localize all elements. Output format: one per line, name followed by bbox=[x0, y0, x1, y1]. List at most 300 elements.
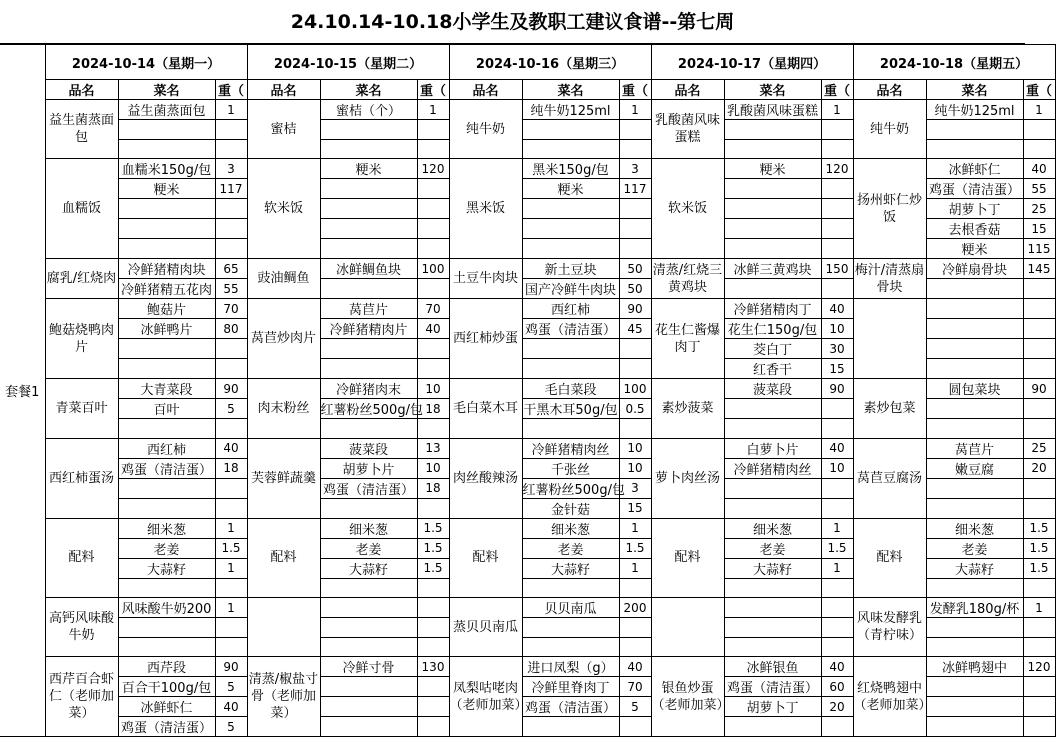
ingredient-header: 菜名 bbox=[724, 80, 821, 100]
weight-cell bbox=[1023, 677, 1055, 697]
weight-cell bbox=[417, 697, 449, 717]
ingredient-cell bbox=[724, 598, 821, 618]
ingredient-cell bbox=[724, 717, 821, 737]
weight-cell bbox=[1023, 279, 1055, 299]
ingredient-cell bbox=[926, 339, 1023, 359]
weight-cell: 10 bbox=[619, 438, 651, 458]
weight-cell bbox=[821, 239, 853, 259]
weight-cell: 65 bbox=[215, 259, 247, 279]
day-date: 2024-10-16（星期三） bbox=[449, 45, 651, 80]
ingredient-cell bbox=[118, 219, 215, 239]
ingredient-cell: 红香干 bbox=[724, 359, 821, 379]
ingredient-cell: 老姜 bbox=[522, 538, 619, 558]
dish-name: 花生仁酱爆肉丁 bbox=[651, 299, 724, 379]
ingredient-cell: 冷鲜里脊肉丁 bbox=[522, 677, 619, 697]
weight-cell: 40 bbox=[417, 319, 449, 339]
ingredient-cell: 冷鲜猪精五花肉 bbox=[118, 279, 215, 299]
weight-cell: 5 bbox=[215, 677, 247, 697]
dish-header: 品名 bbox=[45, 80, 118, 100]
ingredient-cell: 国产冷鲜牛肉块 bbox=[522, 279, 619, 299]
ingredient-cell: 新土豆块 bbox=[522, 259, 619, 279]
weight-cell: 25 bbox=[1023, 199, 1055, 219]
dish-name: 乳酸菌风味蛋糕 bbox=[651, 100, 724, 159]
ingredient-cell bbox=[118, 359, 215, 379]
ingredient-cell: 粳米 bbox=[724, 159, 821, 179]
ingredient-cell: 老姜 bbox=[724, 538, 821, 558]
weight-cell bbox=[417, 717, 449, 737]
ingredient-cell: 干黑木耳50g/包 bbox=[522, 399, 619, 419]
weight-cell: 1.5 bbox=[619, 538, 651, 558]
ingredient-cell: 西红柿 bbox=[118, 438, 215, 458]
ingredient-cell bbox=[926, 399, 1023, 419]
weight-cell: 5 bbox=[215, 717, 247, 737]
weight-cell: 1 bbox=[215, 598, 247, 618]
weight-cell bbox=[821, 419, 853, 439]
weight-cell: 117 bbox=[619, 179, 651, 199]
weight-cell bbox=[1023, 359, 1055, 379]
weight-cell: 50 bbox=[619, 259, 651, 279]
dish-name: 蜜桔 bbox=[247, 100, 320, 159]
ingredient-cell bbox=[118, 419, 215, 439]
weight-cell: 100 bbox=[417, 259, 449, 279]
ingredient-cell bbox=[724, 120, 821, 140]
dish-name: 豉油鲷鱼 bbox=[247, 259, 320, 299]
ingredient-cell bbox=[926, 618, 1023, 638]
ingredient-cell bbox=[926, 677, 1023, 697]
weight-cell: 1 bbox=[821, 100, 853, 120]
weight-cell bbox=[1023, 120, 1055, 140]
ingredient-cell: 鸡蛋（清洁蛋） bbox=[926, 179, 1023, 199]
ingredient-cell: 纯牛奶125ml bbox=[522, 100, 619, 120]
dish-name: 毛白菜木耳 bbox=[449, 379, 522, 439]
weight-cell: 40 bbox=[619, 657, 651, 677]
weight-cell: 1.5 bbox=[821, 538, 853, 558]
weight-cell bbox=[619, 120, 651, 140]
ingredient-cell bbox=[724, 498, 821, 518]
dish-header: 品名 bbox=[449, 80, 522, 100]
ingredient-cell: 粳米 bbox=[926, 239, 1023, 259]
weight-cell: 1.5 bbox=[1023, 538, 1055, 558]
weight-cell: 18 bbox=[417, 399, 449, 419]
weight-cell bbox=[821, 199, 853, 219]
ingredient-cell: 大蒜籽 bbox=[522, 558, 619, 578]
ingredient-cell bbox=[320, 339, 417, 359]
weight-cell bbox=[821, 219, 853, 239]
ingredient-cell: 莴苣片 bbox=[320, 299, 417, 319]
ingredient-cell bbox=[522, 717, 619, 737]
weight-cell bbox=[417, 239, 449, 259]
ingredient-cell bbox=[522, 139, 619, 159]
weight-cell: 1 bbox=[215, 518, 247, 538]
weight-cell bbox=[619, 419, 651, 439]
weight-cell bbox=[215, 339, 247, 359]
ingredient-cell: 细米葱 bbox=[522, 518, 619, 538]
weight-cell: 1.5 bbox=[417, 518, 449, 538]
weight-cell bbox=[215, 618, 247, 638]
ingredient-cell: 老姜 bbox=[926, 538, 1023, 558]
ingredient-cell: 菠菜段 bbox=[724, 379, 821, 399]
dish-name: 西红柿炒蛋 bbox=[449, 299, 522, 379]
ingredient-cell bbox=[118, 120, 215, 140]
ingredient-cell bbox=[926, 299, 1023, 319]
dish-name: 风味发酵乳（青柠味） bbox=[853, 598, 926, 657]
ingredient-cell: 大蒜籽 bbox=[926, 558, 1023, 578]
weight-cell bbox=[821, 637, 853, 657]
weight-cell bbox=[417, 219, 449, 239]
ingredient-cell: 胡萝卜片 bbox=[320, 458, 417, 478]
weight-cell: 18 bbox=[215, 458, 247, 478]
weight-cell: 90 bbox=[215, 657, 247, 677]
weight-header: 重（ bbox=[821, 80, 853, 100]
ingredient-cell: 花生仁150g/包 bbox=[724, 319, 821, 339]
set-label: 套餐1 bbox=[0, 45, 45, 737]
weight-cell bbox=[1023, 139, 1055, 159]
ingredient-cell: 冰鲜鲷鱼块 bbox=[320, 259, 417, 279]
ingredient-cell: 冷鲜猪精肉丝 bbox=[724, 458, 821, 478]
ingredient-cell: 血糯米150g/包 bbox=[118, 159, 215, 179]
weight-cell bbox=[821, 279, 853, 299]
ingredient-cell bbox=[926, 279, 1023, 299]
day-date: 2024-10-15（星期二） bbox=[247, 45, 449, 80]
ingredient-cell bbox=[118, 618, 215, 638]
ingredient-cell: 莴苣片 bbox=[926, 438, 1023, 458]
weight-cell: 40 bbox=[821, 438, 853, 458]
weight-cell: 90 bbox=[619, 299, 651, 319]
weight-cell: 1 bbox=[1023, 100, 1055, 120]
weight-cell: 90 bbox=[1023, 379, 1055, 399]
weight-cell bbox=[215, 120, 247, 140]
ingredient-cell bbox=[320, 717, 417, 737]
weight-cell: 0.5 bbox=[619, 399, 651, 419]
ingredient-cell: 红薯粉丝500g/包 bbox=[320, 399, 417, 419]
ingredient-cell: 胡萝卜丁 bbox=[724, 697, 821, 717]
ingredient-cell bbox=[118, 478, 215, 498]
ingredient-cell: 进口凤梨（g） bbox=[522, 657, 619, 677]
ingredient-cell bbox=[724, 478, 821, 498]
dish-name: 软米饭 bbox=[651, 159, 724, 259]
ingredient-cell: 细米葱 bbox=[724, 518, 821, 538]
dish-name: 配料 bbox=[45, 518, 118, 598]
weight-cell bbox=[619, 239, 651, 259]
weight-cell bbox=[821, 578, 853, 598]
weight-cell bbox=[1023, 498, 1055, 518]
ingredient-cell bbox=[118, 199, 215, 219]
ingredient-cell: 益生菌蒸面包 bbox=[118, 100, 215, 120]
weight-cell bbox=[215, 219, 247, 239]
dish-name: 青菜百叶 bbox=[45, 379, 118, 439]
weight-cell bbox=[417, 598, 449, 618]
ingredient-cell bbox=[724, 399, 821, 419]
weight-cell: 10 bbox=[417, 379, 449, 399]
weight-cell: 90 bbox=[821, 379, 853, 399]
dish-name bbox=[247, 598, 320, 657]
dish-name: 素炒包菜 bbox=[853, 379, 926, 439]
ingredient-cell bbox=[724, 419, 821, 439]
dish-name: 红烧鸭翅中（老师加菜） bbox=[853, 657, 926, 737]
dish-name: 肉末粉丝 bbox=[247, 379, 320, 439]
ingredient-cell: 白萝卜片 bbox=[724, 438, 821, 458]
dish-name: 芙蓉鲜蔬羹 bbox=[247, 438, 320, 518]
weight-cell bbox=[821, 399, 853, 419]
ingredient-cell: 菠菜段 bbox=[320, 438, 417, 458]
weight-cell bbox=[215, 637, 247, 657]
ingredient-cell: 粳米 bbox=[320, 159, 417, 179]
ingredient-header: 菜名 bbox=[926, 80, 1023, 100]
dish-name: 鲍菇烧鸭肉片 bbox=[45, 299, 118, 379]
ingredient-cell: 冰鲜银鱼 bbox=[724, 657, 821, 677]
weight-cell bbox=[1023, 637, 1055, 657]
dish-name: 软米饭 bbox=[247, 159, 320, 259]
ingredient-cell bbox=[926, 697, 1023, 717]
ingredient-cell: 红薯粉丝500g/包 bbox=[522, 478, 619, 498]
ingredient-cell bbox=[320, 697, 417, 717]
ingredient-cell: 鸡蛋（清洁蛋） bbox=[522, 319, 619, 339]
weight-header: 重（ bbox=[1023, 80, 1055, 100]
weight-cell bbox=[619, 618, 651, 638]
ingredient-cell bbox=[118, 637, 215, 657]
dish-name bbox=[853, 299, 926, 379]
weight-cell bbox=[417, 179, 449, 199]
weight-cell bbox=[417, 199, 449, 219]
ingredient-cell bbox=[320, 219, 417, 239]
weight-cell: 10 bbox=[821, 458, 853, 478]
weight-cell bbox=[619, 339, 651, 359]
ingredient-cell: 鸡蛋（清洁蛋） bbox=[724, 677, 821, 697]
ingredient-cell bbox=[724, 219, 821, 239]
ingredient-cell: 鲍菇片 bbox=[118, 299, 215, 319]
weight-cell: 10 bbox=[821, 319, 853, 339]
weight-cell: 70 bbox=[215, 299, 247, 319]
weight-cell: 1 bbox=[821, 518, 853, 538]
ingredient-cell bbox=[118, 498, 215, 518]
weight-cell bbox=[215, 578, 247, 598]
weight-cell: 1.5 bbox=[1023, 518, 1055, 538]
weight-cell bbox=[417, 279, 449, 299]
weight-cell bbox=[417, 637, 449, 657]
weight-cell: 1 bbox=[619, 518, 651, 538]
weight-cell: 1 bbox=[619, 100, 651, 120]
weight-cell: 40 bbox=[215, 438, 247, 458]
ingredient-cell: 大蒜籽 bbox=[320, 558, 417, 578]
ingredient-cell: 冷鲜寸骨 bbox=[320, 657, 417, 677]
weight-cell bbox=[619, 717, 651, 737]
dish-name: 血糯饭 bbox=[45, 159, 118, 259]
ingredient-cell bbox=[522, 199, 619, 219]
ingredient-cell: 鸡蛋（清洁蛋） bbox=[118, 458, 215, 478]
ingredient-cell: 纯牛奶125ml bbox=[926, 100, 1023, 120]
dish-name: 西芹百合虾仁（老师加菜） bbox=[45, 657, 118, 737]
ingredient-cell bbox=[320, 578, 417, 598]
weight-cell: 200 bbox=[619, 598, 651, 618]
ingredient-cell: 细米葱 bbox=[926, 518, 1023, 538]
weight-cell: 55 bbox=[215, 279, 247, 299]
dish-name: 银鱼炒蛋（老师加菜） bbox=[651, 657, 724, 737]
weight-cell bbox=[821, 618, 853, 638]
weight-cell bbox=[619, 199, 651, 219]
ingredient-cell bbox=[724, 618, 821, 638]
weight-cell: 1.5 bbox=[417, 558, 449, 578]
weight-cell: 115 bbox=[1023, 239, 1055, 259]
dish-name: 蒸贝贝南瓜 bbox=[449, 598, 522, 657]
day-date: 2024-10-17（星期四） bbox=[651, 45, 853, 80]
dish-name: 益生菌蒸面包 bbox=[45, 100, 118, 159]
ingredient-cell: 乳酸菌风味蛋糕 bbox=[724, 100, 821, 120]
weight-cell: 145 bbox=[1023, 259, 1055, 279]
weight-cell: 10 bbox=[417, 458, 449, 478]
ingredient-cell: 大青菜段 bbox=[118, 379, 215, 399]
weight-cell bbox=[821, 478, 853, 498]
ingredient-cell bbox=[522, 120, 619, 140]
ingredient-cell: 百合干100g/包 bbox=[118, 677, 215, 697]
weight-cell bbox=[417, 618, 449, 638]
weight-cell: 50 bbox=[619, 279, 651, 299]
weight-cell: 20 bbox=[1023, 458, 1055, 478]
weight-cell bbox=[215, 498, 247, 518]
ingredient-cell: 冷鲜猪肉末 bbox=[320, 379, 417, 399]
weight-cell bbox=[619, 578, 651, 598]
day-date: 2024-10-14（星期一） bbox=[45, 45, 247, 80]
ingredient-cell bbox=[724, 199, 821, 219]
ingredient-cell: 粳米 bbox=[118, 179, 215, 199]
weight-cell: 40 bbox=[821, 299, 853, 319]
ingredient-cell: 冷鲜扇骨块 bbox=[926, 259, 1023, 279]
ingredient-cell bbox=[320, 359, 417, 379]
weight-header: 重（ bbox=[215, 80, 247, 100]
dish-name: 凤梨咕咾肉（老师加菜） bbox=[449, 657, 522, 737]
dish-name: 纯牛奶 bbox=[853, 100, 926, 159]
ingredient-cell bbox=[320, 120, 417, 140]
ingredient-cell: 冷鲜猪精肉块 bbox=[118, 259, 215, 279]
ingredient-cell: 蜜桔（个） bbox=[320, 100, 417, 120]
weight-cell bbox=[215, 239, 247, 259]
weight-cell bbox=[619, 219, 651, 239]
ingredient-cell: 贝贝南瓜 bbox=[522, 598, 619, 618]
weight-cell: 25 bbox=[1023, 438, 1055, 458]
weight-header: 重（ bbox=[619, 80, 651, 100]
weight-cell: 1 bbox=[1023, 598, 1055, 618]
ingredient-cell bbox=[320, 618, 417, 638]
weight-cell bbox=[619, 637, 651, 657]
ingredient-cell bbox=[522, 419, 619, 439]
day-date: 2024-10-18（星期五） bbox=[853, 45, 1055, 80]
ingredient-cell bbox=[522, 618, 619, 638]
dish-name: 素炒菠菜 bbox=[651, 379, 724, 439]
weight-cell: 1.5 bbox=[417, 538, 449, 558]
ingredient-cell bbox=[926, 498, 1023, 518]
weight-cell bbox=[417, 139, 449, 159]
dish-name: 西红柿蛋汤 bbox=[45, 438, 118, 518]
ingredient-cell bbox=[926, 319, 1023, 339]
ingredient-cell bbox=[926, 359, 1023, 379]
ingredient-cell bbox=[724, 279, 821, 299]
weight-cell bbox=[1023, 618, 1055, 638]
weight-cell: 1 bbox=[215, 558, 247, 578]
ingredient-cell: 西红柿 bbox=[522, 299, 619, 319]
dish-name: 莴苣炒肉片 bbox=[247, 299, 320, 379]
weight-cell bbox=[215, 359, 247, 379]
ingredient-cell bbox=[724, 179, 821, 199]
ingredient-cell: 冰鲜虾仁 bbox=[926, 159, 1023, 179]
weight-cell: 60 bbox=[821, 677, 853, 697]
ingredient-cell: 大蒜籽 bbox=[724, 558, 821, 578]
weight-cell bbox=[1023, 697, 1055, 717]
ingredient-cell bbox=[926, 120, 1023, 140]
weight-cell: 40 bbox=[215, 697, 247, 717]
weight-cell: 70 bbox=[619, 677, 651, 697]
dish-name: 配料 bbox=[651, 518, 724, 598]
ingredient-cell bbox=[724, 637, 821, 657]
ingredient-cell bbox=[926, 578, 1023, 598]
ingredient-cell bbox=[522, 359, 619, 379]
weight-cell bbox=[417, 419, 449, 439]
dish-name: 肉丝酸辣汤 bbox=[449, 438, 522, 518]
weight-cell bbox=[215, 139, 247, 159]
ingredient-cell bbox=[724, 239, 821, 259]
ingredient-cell bbox=[926, 478, 1023, 498]
dish-name: 扬州虾仁炒饭 bbox=[853, 159, 926, 259]
weight-cell: 70 bbox=[417, 299, 449, 319]
weight-cell bbox=[821, 179, 853, 199]
ingredient-cell: 去根香菇 bbox=[926, 219, 1023, 239]
weight-cell: 3 bbox=[215, 159, 247, 179]
ingredient-cell: 西芹段 bbox=[118, 657, 215, 677]
weight-cell: 1 bbox=[619, 558, 651, 578]
ingredient-cell: 粳米 bbox=[522, 179, 619, 199]
weight-cell bbox=[215, 478, 247, 498]
ingredient-cell: 鸡蛋（清洁蛋） bbox=[320, 478, 417, 498]
ingredient-header: 菜名 bbox=[522, 80, 619, 100]
dish-name bbox=[651, 598, 724, 657]
weight-cell: 40 bbox=[1023, 159, 1055, 179]
ingredient-cell bbox=[118, 339, 215, 359]
ingredient-cell: 大蒜籽 bbox=[118, 558, 215, 578]
weight-cell: 55 bbox=[1023, 179, 1055, 199]
dish-name: 梅汁/清蒸扇骨块 bbox=[853, 259, 926, 299]
weight-cell: 1 bbox=[417, 100, 449, 120]
weight-cell: 3 bbox=[619, 478, 651, 498]
weight-cell: 18 bbox=[417, 478, 449, 498]
ingredient-cell bbox=[522, 219, 619, 239]
weight-cell bbox=[1023, 717, 1055, 737]
weight-cell bbox=[1023, 299, 1055, 319]
ingredient-cell bbox=[926, 419, 1023, 439]
ingredient-cell: 冰鲜鸭片 bbox=[118, 319, 215, 339]
dish-name: 配料 bbox=[247, 518, 320, 598]
weight-cell bbox=[821, 598, 853, 618]
weight-cell: 120 bbox=[417, 159, 449, 179]
weight-cell bbox=[1023, 319, 1055, 339]
ingredient-cell: 冷鲜猪精肉丁 bbox=[724, 299, 821, 319]
menu-table bbox=[0, 44, 1056, 737]
ingredient-cell: 细米葱 bbox=[118, 518, 215, 538]
dish-name: 纯牛奶 bbox=[449, 100, 522, 159]
weight-cell: 100 bbox=[619, 379, 651, 399]
ingredient-cell bbox=[724, 139, 821, 159]
dish-header: 品名 bbox=[853, 80, 926, 100]
weight-cell: 5 bbox=[619, 697, 651, 717]
weight-cell: 1 bbox=[821, 558, 853, 578]
ingredient-cell bbox=[320, 199, 417, 219]
ingredient-cell bbox=[926, 139, 1023, 159]
weight-cell bbox=[1023, 578, 1055, 598]
ingredient-cell bbox=[320, 598, 417, 618]
dish-name: 腐乳/红烧肉 bbox=[45, 259, 118, 299]
ingredient-cell: 冷鲜猪精肉丝 bbox=[522, 438, 619, 458]
ingredient-cell: 老姜 bbox=[320, 538, 417, 558]
weight-cell: 90 bbox=[215, 379, 247, 399]
ingredient-cell bbox=[724, 578, 821, 598]
ingredient-cell: 鸡蛋（清洁蛋） bbox=[118, 717, 215, 737]
